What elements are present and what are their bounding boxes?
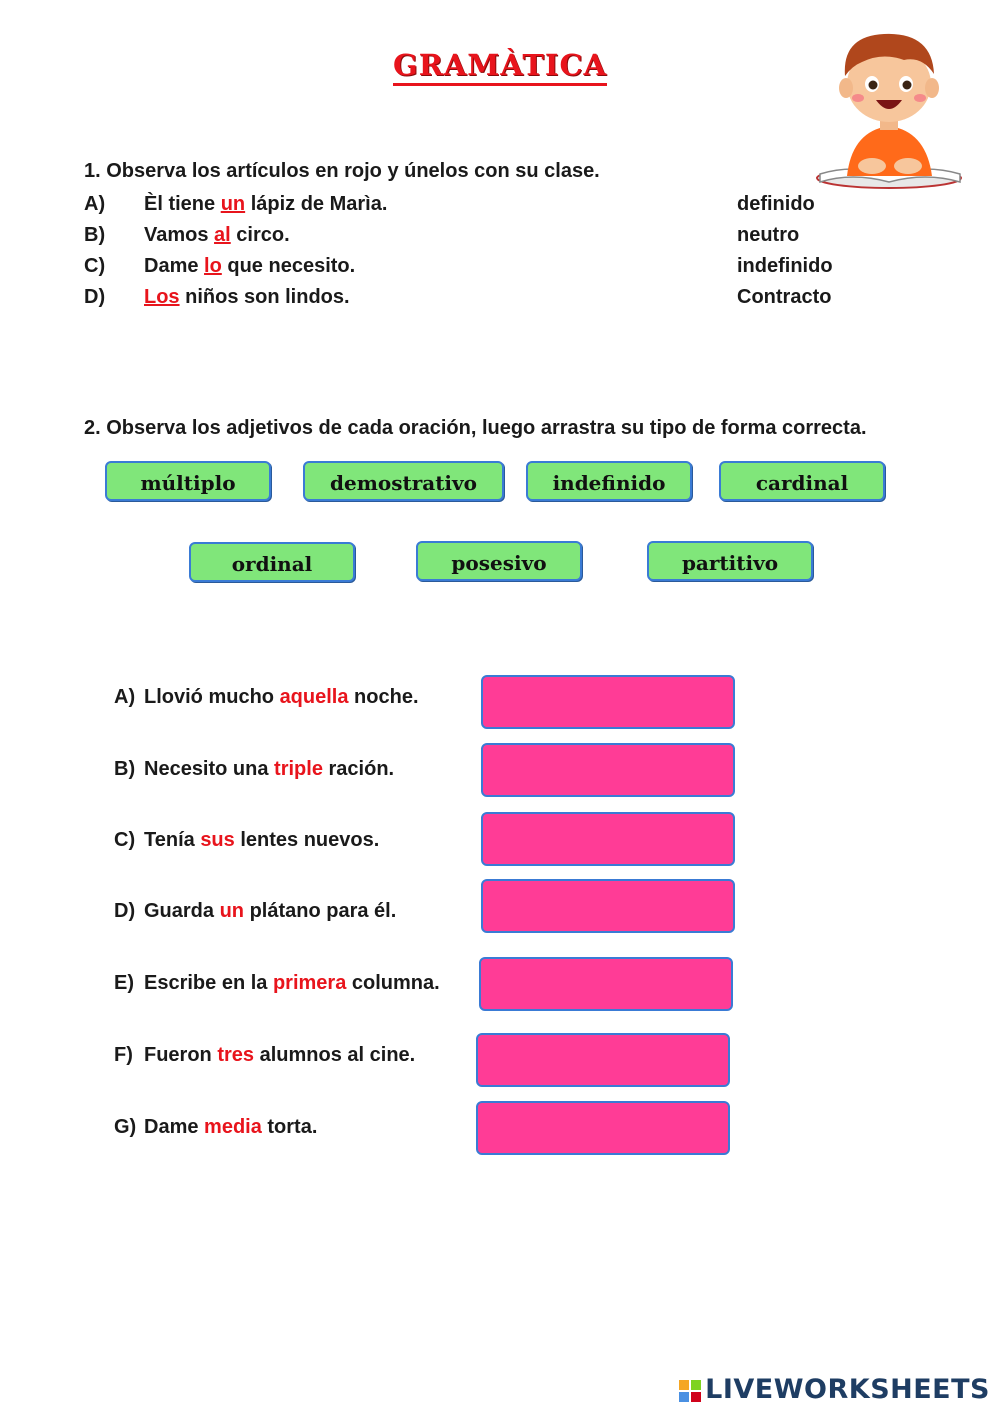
question-2: 2. Observa los adjetivos de cada oración, luego arrastra su tipo de forma correcta. [84, 417, 867, 439]
sentence-c: C) Tenía sus lentes nuevos. [114, 829, 380, 851]
highlighted-adjective: media [204, 1116, 262, 1138]
highlighted-adjective: un [219, 900, 245, 922]
sentence-e: E) Escribe en la primera columna. [114, 972, 440, 994]
page-title: GRAMÀTICA [0, 48, 1000, 82]
item-letter: D) [84, 286, 106, 308]
question-1: 1. Observa los artículos en rojo y únelos con su clase. [84, 160, 600, 182]
item-letter: A) [84, 193, 106, 215]
child-reading-illustration [812, 26, 967, 191]
list-item: A) Èl tiene un lápiz de Marìa. [84, 190, 644, 218]
list-item: B) Vamos al circo. [84, 221, 644, 249]
class-option[interactable]: neutro [737, 224, 800, 246]
drop-zone-b[interactable] [481, 743, 735, 797]
highlighted-article: lo [204, 255, 222, 277]
sentence-b: B) Necesito una triple ración. [114, 758, 395, 780]
liveworksheets-logo: LIVEWORKSHEETS [679, 1374, 990, 1405]
highlighted-adjective: primera [272, 972, 347, 994]
highlighted-adjective: sus [200, 829, 235, 851]
highlighted-article: al [214, 224, 231, 246]
class-option[interactable]: indefinido [737, 255, 833, 277]
sentence-g: G) Dame media torta. [114, 1116, 318, 1138]
drop-zone-a[interactable] [481, 675, 735, 729]
highlighted-adjective: tres [217, 1044, 255, 1066]
item-letter: B) [84, 224, 106, 246]
sentence-a: A) Llovió mucho aquella noche. [114, 686, 419, 708]
logo-mark-icon [679, 1380, 701, 1402]
drop-zone-f[interactable] [476, 1033, 730, 1087]
drag-chip-indefinido[interactable]: indefinido [526, 461, 692, 501]
articles-list [84, 190, 644, 311]
drag-chip-posesivo[interactable]: posesivo [416, 541, 582, 581]
drag-chip-demostrativo[interactable]: demostrativo [303, 461, 504, 501]
highlighted-article: Los [144, 286, 180, 308]
drag-chip-partitivo[interactable]: partitivo [647, 541, 813, 581]
drag-chip-multiplo[interactable]: múltiplo [105, 461, 271, 501]
list-item: D) Los niños son lindos. [84, 283, 644, 311]
drag-chip-ordinal[interactable]: ordinal [189, 542, 355, 582]
class-option[interactable]: Contracto [737, 286, 832, 308]
highlighted-article: un [220, 193, 246, 215]
item-letter: C) [84, 255, 106, 277]
highlighted-adjective: triple [274, 758, 323, 780]
drop-zone-g[interactable] [476, 1101, 730, 1155]
sentence-d: D) Guarda un plátano para él. [114, 900, 397, 922]
drag-chip-cardinal[interactable]: cardinal [719, 461, 885, 501]
list-item: C) Dame lo que necesito. [84, 252, 644, 280]
highlighted-adjective: aquella [279, 686, 349, 708]
sentence-f: F) Fueron tres alumnos al cine. [114, 1044, 416, 1066]
drop-zone-c[interactable] [481, 812, 735, 866]
drop-zone-d[interactable] [481, 879, 735, 933]
drop-zone-e[interactable] [479, 957, 733, 1011]
class-option[interactable]: definido [737, 193, 815, 215]
article-classes [737, 190, 937, 311]
